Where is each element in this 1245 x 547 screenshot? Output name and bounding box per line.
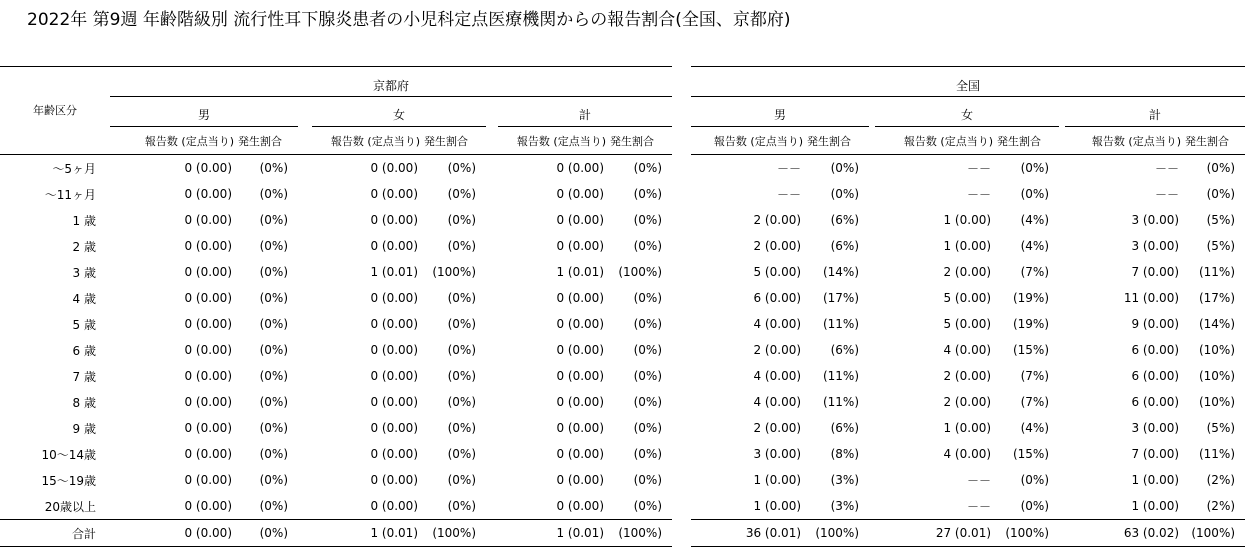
age-label: 5 歳 <box>72 317 96 332</box>
rate-cell: (0%) <box>633 473 663 487</box>
rate-cell: (0%) <box>447 161 476 175</box>
report-count-cell: 0 (0.00) <box>556 187 604 201</box>
report-count-cell: 2 (0.00) <box>753 213 802 227</box>
rate-cell: (0%) <box>447 239 476 253</box>
table-row <box>0 389 1245 415</box>
table-row <box>0 337 1245 363</box>
report-count-cell: 2 (0.00) <box>753 343 802 357</box>
rate-cell: (0%) <box>633 239 663 253</box>
report-count-cell: －－ <box>1155 161 1180 176</box>
table-row <box>0 259 1245 285</box>
rate-cell: (100%) <box>424 520 486 547</box>
rate-cell: (0%) <box>259 369 288 383</box>
rate-cell: (0%) <box>447 499 476 513</box>
rate-cell: (3%) <box>830 499 860 513</box>
rate-cell: (7%) <box>1020 395 1050 409</box>
report-count-cell: 0 (0.00) <box>184 395 232 409</box>
age-label: 3 歳 <box>72 265 96 280</box>
report-count-cell: 0 (0.00) <box>184 473 232 487</box>
table-row <box>0 441 1245 467</box>
report-count-cell: 1 (0.01) <box>312 520 424 547</box>
region-header-row <box>0 67 1245 97</box>
report-count-cell: 0 (0.00) <box>110 520 238 547</box>
rate-cell: (0%) <box>830 161 860 175</box>
rate-cell: (5%) <box>1206 239 1236 253</box>
report-count-cell: 0 (0.00) <box>556 161 604 175</box>
rate-cell: (10%) <box>1198 343 1236 357</box>
report-count-cell: 0 (0.00) <box>556 395 604 409</box>
report-count-cell: 1 (0.00) <box>1131 473 1180 487</box>
region-header-kyoto: 京都府 <box>110 67 672 97</box>
sex-header: 女 <box>875 97 1059 127</box>
report-count-cell: 6 (0.00) <box>1131 395 1180 409</box>
page-title: 2022年 第9週 年齢階級別 流行性耳下腺炎患者の小児科定点医療機関からの報告割合(全国、京都府) <box>27 10 791 30</box>
report-count-cell: 0 (0.00) <box>184 265 232 279</box>
age-label: 20歳以上 <box>44 499 96 514</box>
table-row <box>0 285 1245 311</box>
report-count-cell: 0 (0.00) <box>370 317 418 331</box>
rate-cell: (11%) <box>822 369 860 383</box>
report-count-cell: 1 (0.00) <box>753 473 802 487</box>
report-count-header: 報告数 (定点当り) <box>498 127 610 155</box>
report-count-cell: 0 (0.00) <box>184 343 232 357</box>
rate-cell: (0%) <box>259 473 288 487</box>
rate-cell: (0%) <box>259 499 288 513</box>
rate-cell: (0%) <box>1206 187 1236 201</box>
rate-cell: (17%) <box>822 291 860 305</box>
rate-cell: (100%) <box>1185 520 1245 547</box>
report-count-cell: 0 (0.00) <box>556 499 604 513</box>
rate-cell: (0%) <box>633 187 663 201</box>
report-count-cell: 0 (0.00) <box>184 161 232 175</box>
report-count-cell: 1 (0.00) <box>943 421 992 435</box>
rate-cell: (100%) <box>807 520 869 547</box>
rate-cell: (4%) <box>1020 213 1050 227</box>
rate-cell: (0%) <box>633 421 663 435</box>
sex-header: 女 <box>312 97 486 127</box>
report-count-cell: 0 (0.00) <box>556 447 604 461</box>
rate-cell: (0%) <box>259 187 288 201</box>
report-count-cell: 36 (0.01) <box>691 520 807 547</box>
report-count-cell: 0 (0.00) <box>184 213 232 227</box>
rate-cell: (0%) <box>447 369 476 383</box>
rate-cell: (2%) <box>1206 473 1236 487</box>
rate-cell: (0%) <box>633 213 663 227</box>
rate-cell: (0%) <box>633 499 663 513</box>
report-count-cell: 6 (0.00) <box>753 291 802 305</box>
rate-cell: (0%) <box>259 291 288 305</box>
report-count-cell: 0 (0.00) <box>370 499 418 513</box>
report-count-cell: 5 (0.00) <box>943 317 992 331</box>
rate-header: 発生割合 <box>997 127 1059 155</box>
rate-cell: (0%) <box>1020 499 1050 513</box>
rate-cell: (11%) <box>1198 265 1236 279</box>
rate-cell: (14%) <box>1198 317 1236 331</box>
region-header-national: 全国 <box>691 67 1245 97</box>
rate-cell: (6%) <box>830 213 860 227</box>
report-count-cell: 27 (0.01) <box>875 520 997 547</box>
age-label: 〜11ヶ月 <box>44 187 96 202</box>
rate-cell: (0%) <box>633 343 663 357</box>
report-count-cell: 2 (0.00) <box>753 239 802 253</box>
report-count-cell: 1 (0.01) <box>370 265 418 279</box>
rate-cell: (0%) <box>259 343 288 357</box>
rate-header: 発生割合 <box>610 127 672 155</box>
rate-cell: (0%) <box>447 473 476 487</box>
rate-cell: (0%) <box>830 187 860 201</box>
report-count-cell: 0 (0.00) <box>370 343 418 357</box>
rate-cell: (0%) <box>1206 161 1236 175</box>
report-count-cell: 11 (0.00) <box>1123 291 1180 305</box>
table-row <box>0 467 1245 493</box>
report-count-cell: 4 (0.00) <box>943 447 992 461</box>
rate-cell: (0%) <box>633 317 663 331</box>
rate-header: 発生割合 <box>807 127 869 155</box>
report-count-cell: 0 (0.00) <box>370 187 418 201</box>
rate-cell: (100%) <box>610 520 672 547</box>
rate-cell: (5%) <box>1206 421 1236 435</box>
rate-cell: (0%) <box>1020 473 1050 487</box>
rate-cell: (0%) <box>633 161 663 175</box>
rate-cell: (19%) <box>1012 317 1050 331</box>
report-table <box>0 66 1245 547</box>
report-count-cell: 6 (0.00) <box>1131 369 1180 383</box>
report-count-cell: 0 (0.00) <box>556 213 604 227</box>
age-label: 4 歳 <box>72 291 96 306</box>
age-label: 2 歳 <box>72 239 96 254</box>
rate-cell: (100%) <box>997 520 1059 547</box>
report-count-cell: －－ <box>777 187 802 202</box>
rate-cell: (7%) <box>1020 369 1050 383</box>
report-count-cell: 0 (0.00) <box>370 213 418 227</box>
rate-cell: (0%) <box>447 343 476 357</box>
report-count-cell: 0 (0.00) <box>184 291 232 305</box>
rate-cell: (0%) <box>447 291 476 305</box>
age-label: 〜5ヶ月 <box>52 161 96 176</box>
report-count-cell: －－ <box>967 499 992 514</box>
rate-cell: (100%) <box>618 265 663 279</box>
rate-cell: (0%) <box>259 317 288 331</box>
sex-header: 男 <box>691 97 869 127</box>
rate-cell: (100%) <box>432 265 476 279</box>
sex-header: 計 <box>498 97 672 127</box>
rate-cell: (6%) <box>830 239 860 253</box>
rate-cell: (8%) <box>830 447 860 461</box>
table-row <box>0 311 1245 337</box>
rate-cell: (0%) <box>447 317 476 331</box>
rate-cell: (0%) <box>633 447 663 461</box>
age-label: 1 歳 <box>72 213 96 228</box>
sex-header: 計 <box>1065 97 1245 127</box>
report-count-cell: 0 (0.00) <box>556 421 604 435</box>
report-count-cell: 0 (0.00) <box>556 473 604 487</box>
rate-cell: (0%) <box>259 447 288 461</box>
report-count-cell: 0 (0.00) <box>370 161 418 175</box>
report-count-cell: 3 (0.00) <box>753 447 802 461</box>
age-label: 15〜19歳 <box>41 473 96 488</box>
rate-cell: (0%) <box>447 421 476 435</box>
rate-header: 発生割合 <box>424 127 486 155</box>
report-count-cell: 0 (0.00) <box>370 421 418 435</box>
report-count-cell: 0 (0.00) <box>184 239 232 253</box>
total-row <box>0 520 1245 547</box>
report-count-cell: 0 (0.00) <box>370 239 418 253</box>
report-count-cell: 0 (0.00) <box>370 473 418 487</box>
rate-cell: (4%) <box>1020 239 1050 253</box>
report-count-cell: 2 (0.00) <box>943 395 992 409</box>
report-count-header: 報告数 (定点当り) <box>1065 127 1185 155</box>
rate-cell: (15%) <box>1012 447 1050 461</box>
rate-cell: (0%) <box>1020 161 1050 175</box>
report-count-cell: －－ <box>1155 187 1180 202</box>
report-count-cell: 9 (0.00) <box>1131 317 1180 331</box>
table-row <box>0 233 1245 259</box>
report-count-cell: 1 (0.00) <box>943 239 992 253</box>
rate-cell: (15%) <box>1012 343 1050 357</box>
rate-cell: (19%) <box>1012 291 1050 305</box>
report-count-cell: －－ <box>967 187 992 202</box>
rate-cell: (11%) <box>822 395 860 409</box>
table-row <box>0 181 1245 207</box>
age-label: 6 歳 <box>72 343 96 358</box>
report-count-cell: 1 (0.00) <box>943 213 992 227</box>
rate-cell: (7%) <box>1020 265 1050 279</box>
report-count-cell: 0 (0.00) <box>184 317 232 331</box>
report-count-cell: 4 (0.00) <box>753 395 802 409</box>
rate-cell: (6%) <box>830 421 860 435</box>
rate-cell: (0%) <box>1020 187 1050 201</box>
rate-cell: (3%) <box>830 473 860 487</box>
rate-header: 発生割合 <box>238 127 298 155</box>
rate-cell: (17%) <box>1198 291 1236 305</box>
rate-cell: (5%) <box>1206 213 1236 227</box>
report-count-cell: 2 (0.00) <box>753 421 802 435</box>
report-count-cell: 3 (0.00) <box>1131 421 1180 435</box>
table-row <box>0 493 1245 520</box>
column-header-row <box>0 127 1245 155</box>
sex-header-row <box>0 97 1245 127</box>
report-count-cell: －－ <box>967 473 992 488</box>
rate-cell: (11%) <box>1198 447 1236 461</box>
report-count-cell: 4 (0.00) <box>753 317 802 331</box>
rate-cell: (0%) <box>238 520 298 547</box>
rate-cell: (0%) <box>259 161 288 175</box>
rate-cell: (0%) <box>259 239 288 253</box>
report-count-cell: 2 (0.00) <box>943 369 992 383</box>
rate-cell: (0%) <box>447 213 476 227</box>
report-count-cell: 0 (0.00) <box>184 369 232 383</box>
report-count-header: 報告数 (定点当り) <box>875 127 997 155</box>
report-count-cell: －－ <box>967 161 992 176</box>
rate-cell: (11%) <box>822 317 860 331</box>
rate-cell: (0%) <box>259 395 288 409</box>
rate-cell: (10%) <box>1198 395 1236 409</box>
sex-header: 男 <box>110 97 298 127</box>
report-count-cell: 0 (0.00) <box>556 239 604 253</box>
report-count-header: 報告数 (定点当り) <box>110 127 238 155</box>
report-count-cell: －－ <box>777 161 802 176</box>
age-label: 9 歳 <box>72 421 96 436</box>
rate-cell: (0%) <box>259 265 288 279</box>
report-count-cell: 4 (0.00) <box>753 369 802 383</box>
rate-cell: (0%) <box>447 395 476 409</box>
report-count-cell: 6 (0.00) <box>1131 343 1180 357</box>
rate-cell: (0%) <box>633 369 663 383</box>
table-row <box>0 415 1245 441</box>
age-label: 合計 <box>0 520 110 547</box>
report-count-cell: 0 (0.00) <box>370 291 418 305</box>
age-label: 10〜14歳 <box>41 447 96 462</box>
age-label: 7 歳 <box>72 369 96 384</box>
report-count-cell: 0 (0.00) <box>184 421 232 435</box>
report-count-cell: 0 (0.00) <box>184 187 232 201</box>
rate-cell: (0%) <box>633 291 663 305</box>
report-count-cell: 0 (0.00) <box>556 317 604 331</box>
report-count-cell: 7 (0.00) <box>1131 447 1180 461</box>
report-count-cell: 1 (0.01) <box>498 520 610 547</box>
rate-cell: (10%) <box>1198 369 1236 383</box>
report-count-cell: 0 (0.00) <box>370 447 418 461</box>
report-count-cell: 0 (0.00) <box>184 447 232 461</box>
rate-cell: (0%) <box>447 447 476 461</box>
report-count-cell: 63 (0.02) <box>1065 520 1185 547</box>
report-count-cell: 0 (0.00) <box>370 395 418 409</box>
report-count-cell: 0 (0.00) <box>556 369 604 383</box>
report-count-header: 報告数 (定点当り) <box>691 127 807 155</box>
rate-cell: (14%) <box>822 265 860 279</box>
table-row <box>0 207 1245 233</box>
rate-cell: (0%) <box>633 395 663 409</box>
report-count-cell: 0 (0.00) <box>370 369 418 383</box>
rate-header: 発生割合 <box>1185 127 1245 155</box>
report-count-cell: 1 (0.01) <box>556 265 604 279</box>
rate-cell: (2%) <box>1206 499 1236 513</box>
age-header: 年齢区分 <box>0 67 110 155</box>
rate-cell: (6%) <box>830 343 860 357</box>
age-label: 8 歳 <box>72 395 96 410</box>
report-count-cell: 1 (0.00) <box>753 499 802 513</box>
table-row <box>0 363 1245 389</box>
report-count-cell: 1 (0.00) <box>1131 499 1180 513</box>
report-count-cell: 5 (0.00) <box>943 291 992 305</box>
report-count-header: 報告数 (定点当り) <box>312 127 424 155</box>
report-count-cell: 0 (0.00) <box>556 343 604 357</box>
report-count-cell: 7 (0.00) <box>1131 265 1180 279</box>
rate-cell: (0%) <box>447 187 476 201</box>
report-count-cell: 2 (0.00) <box>943 265 992 279</box>
rate-cell: (0%) <box>259 213 288 227</box>
report-count-cell: 0 (0.00) <box>184 499 232 513</box>
report-count-cell: 5 (0.00) <box>753 265 802 279</box>
report-count-cell: 3 (0.00) <box>1131 213 1180 227</box>
report-count-cell: 4 (0.00) <box>943 343 992 357</box>
rate-cell: (0%) <box>259 421 288 435</box>
report-count-cell: 3 (0.00) <box>1131 239 1180 253</box>
report-count-cell: 0 (0.00) <box>556 291 604 305</box>
table-row <box>0 155 1245 182</box>
rate-cell: (4%) <box>1020 421 1050 435</box>
